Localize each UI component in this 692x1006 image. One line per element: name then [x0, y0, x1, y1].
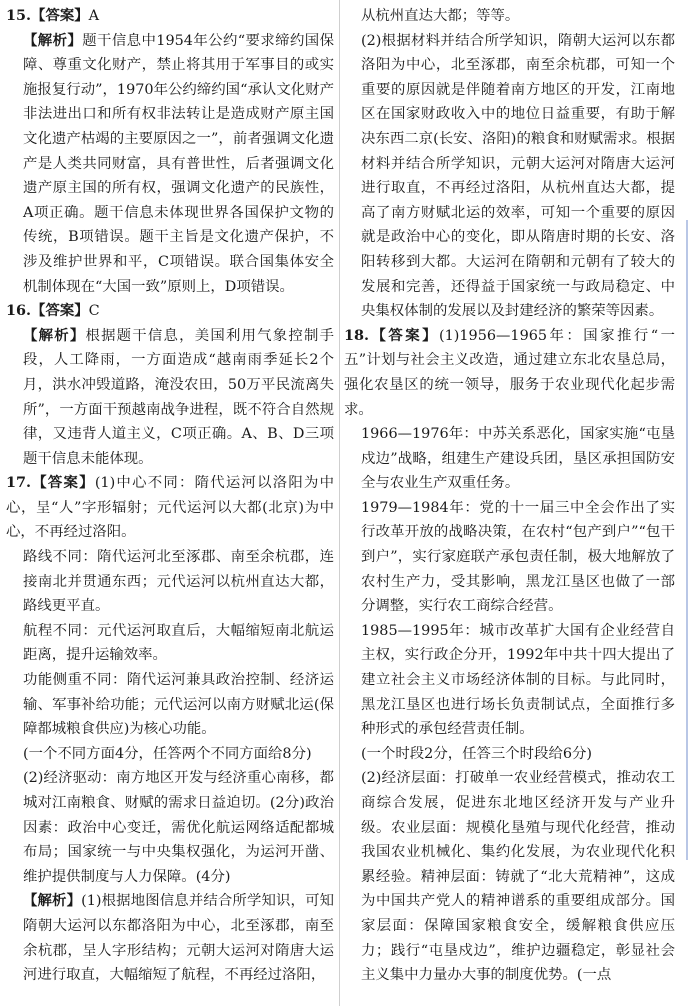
paragraph: [6, 545, 334, 619]
paragraph: [344, 496, 675, 619]
paragraph-text: 题干信息中1954年公约“要求缔约国保障、尊重文化财产，禁止将其用于军事目的或实施报复行动”，1970年公约缔约国“承认文化财产非法进出口和所有权非法转让是造成财产原主国文化遗产枯竭的主要原因之一”，前者强调文化遗产是人类共同财富，具有普世性，后者强调文化遗产原主国的所有权，强调文化遗产的民族性，A项正确。题干信息未体现世界各国保护文物的传统，B项错误。题干主旨是文化遗产保护，不涉及维护世界和平，C项错误。联合国集体安全机制体现在“大国一致”原则上，D项错误。: [23, 32, 334, 295]
answer-choice: A: [88, 8, 100, 24]
question-header: [344, 324, 675, 422]
paragraph-text: (1)1956—1965年：国家推行“一五”计划与社会主义改造，通过建立东北农垦总局，强化农垦区的统一领导，服务于农业现代化起步需求。: [344, 327, 675, 418]
paragraph-text: (2)根据材料并结合所学知识，隋朝大运河以东都洛阳为中心，北至涿郡，南至余杭郡，可知一个重要的原因就是伴随着南方地区的开发，江南地区在国家财政收入中的地位日益重要，有助于解决东西二京(长安、洛阳)的粮食和财赋需求。根据材料并结合所学知识，元朝大运河对隋唐大运河进行取直，不再经过洛阳，从杭州直达大都，提高了南方财赋北运的效率，可知一个重要的原因就是政治中心的变化，即从隋唐时期的长安、洛阳转移到大都。大运河在隋朝和元朝有了较大的发展和完善，还得益于国家统一与政局稳定、中央集权体制的发展以及封建经济的繁荣等因素。: [361, 32, 675, 320]
answer-choice: C: [88, 303, 100, 320]
section-tag: 【答案】: [369, 326, 440, 344]
section-tag: 【解析】: [23, 892, 82, 910]
question-header: [6, 299, 334, 324]
question-number: 16.: [6, 302, 32, 320]
paragraph: [6, 29, 334, 300]
question-header: [6, 4, 334, 29]
paragraph: [6, 766, 334, 889]
paragraph-text: (2)经济层面：打破单一农业经营模式，推动农工商综合发展，促进东北地区经济开发与产业升级。农业层面：规模化垦殖与现代化经营，推动我国农业机械化、集约化发展，为农业现代化积累经验。精神层面：铸就了“北大荒精神”，这成为中国共产党人的精神谱系的重要组成部分。国家层面：保障国家粮食安全，缓解粮食供应压力；践行“屯垦戍边”，维护边疆稳定，彰显社会主义集中力量办大事的制度优势。(一点: [361, 770, 675, 984]
scrollbar-edge: [686, 220, 688, 860]
paragraph-text: 功能侧重不同：隋代运河兼具政治控制、经济运输、军事补给功能；元代运河以南方财赋北运(保障都城粮食供应)为核心功能。: [23, 672, 334, 738]
question-number: 17.: [6, 474, 32, 492]
paragraph: [344, 29, 675, 324]
paragraph-text: 路线不同：隋代运河北至涿郡、南至余杭郡，连接南北并贯通东西；元代运河以杭州直达大都，路线更平直。: [23, 549, 334, 615]
paragraph: [6, 619, 334, 668]
section-tag: 【解析】: [23, 31, 83, 49]
section-tag: 【答案】: [31, 302, 89, 320]
paragraph-text: 1985—1995年：城市改革扩大国有企业经营自主权，实行政企分开，1992年中共十四大提出了建立社会主义市场经济体制的目标。与此同时，黑龙江垦区也进行场长负责制试点，全面推行多种形式的承包经营责任制。: [361, 622, 675, 738]
left-column: [6, 4, 334, 988]
paragraph: [6, 889, 334, 987]
paragraph-text: (一个时段2分，任答三个时段给6分): [361, 745, 593, 762]
paragraph-text: (1)中心不同：隋代运河以洛阳为中心，呈“人”字形辐射；元代运河以大都(北京)为中心，不再经过洛阳。: [6, 475, 334, 541]
paragraph: [344, 422, 675, 496]
paragraph: [344, 742, 675, 767]
paragraph: [344, 4, 675, 29]
column-divider: [339, 0, 340, 1006]
paragraph-text: 从杭州直达大都；等等。: [361, 8, 520, 24]
paragraph-text: 1979—1984年：党的十一届三中全会作出了实行改革开放的战略决策，在农村“包产到户”“包干到户”，实行家庭联产承包责任制，极大地解放了农村生产力，受其影响，黑龙江垦区也做了一部分调整，实行农工商综合经营。: [361, 499, 675, 615]
section-tag: 【解析】: [23, 326, 86, 344]
paragraph-text: 根据题干信息，美国利用气象控制手段，人工降雨，一方面造成“越南雨季延长2个月，洪水冲毁道路，淹没农田，50万平民流离失所”，一方面干预越南战争进程，既不符合自然规律，又违背人道主义，C项正确。A、B、D三项题干信息未能体现。: [23, 327, 334, 467]
paragraph: [6, 668, 334, 742]
paragraph: [344, 766, 675, 987]
paragraph-text: (1)根据地图信息并结合所学知识，可知隋朝大运河以东都洛阳为中心，北至涿郡，南至余杭郡，呈人字形结构；元朝大运河对隋唐大运河进行取直，大幅缩短了航程，不再经过洛阳，: [23, 893, 334, 984]
right-column: [344, 4, 675, 988]
paragraph-text: (2)经济驱动：南方地区开发与经济重心南移，都城对江南粮食、财赋的需求日益迫切。(2分)政治因素：政治中心变迁，需优化航运网络适配都城布局；国家统一与中央集权强化，为运河开凿、维护提供制度与人力保障。(4分): [23, 770, 334, 885]
question-number: 15.: [6, 7, 32, 24]
section-tag: 【答案】: [31, 7, 89, 24]
paragraph-text: 航程不同：元代运河取直后，大幅缩短南北航运距离，提升运输效率。: [23, 622, 334, 664]
paragraph-text: 1966—1976年：中苏关系恶化，国家实施“屯垦戍边”战略，组建生产建设兵团，垦区承担国防安全与农业生产双重任务。: [361, 426, 675, 492]
question-header: [6, 471, 334, 545]
paragraph: [6, 324, 334, 472]
paragraph: [6, 742, 334, 767]
paragraph-text: (一个不同方面4分，任答两个不同方面给8分): [23, 745, 312, 762]
section-tag: 【答案】: [31, 474, 95, 492]
paragraph: [344, 619, 675, 742]
question-number: 18.: [344, 326, 370, 344]
